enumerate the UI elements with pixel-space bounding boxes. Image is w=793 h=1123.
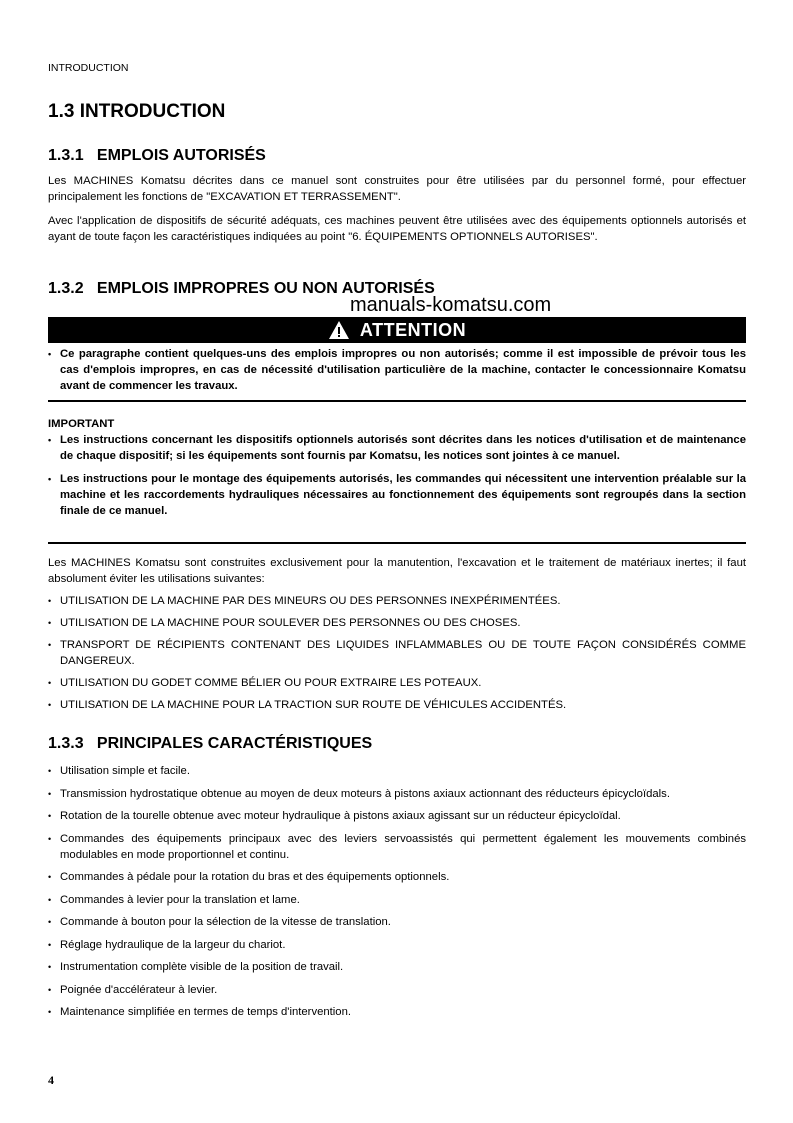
- subsection-title-1: 1.3.1 EMPLOIS AUTORISÉS: [48, 147, 266, 164]
- list-item: • Poignée d'accélérateur à levier.: [48, 982, 746, 998]
- section-title: 1.3 INTRODUCTION: [48, 101, 226, 122]
- paragraph: Les MACHINES Komatsu décrites dans ce manuel sont construites pour être utilisées par du personnel formé, pour effectuer principalement les fonctions de "EXCAVATION ET TERRASSEMENT".: [48, 175, 746, 203]
- list-item: • UTILISATION DE LA MACHINE PAR DES MINEURS OU DES PERSONNES INEXPÉRIMENTÉES.: [48, 593, 746, 609]
- divider: [48, 400, 746, 402]
- important-label: IMPORTANT: [48, 418, 115, 430]
- list-item: • Commandes des équipements principaux avec des leviers servoassistés qui permettent également les mouvements combinés modulables en mode proportionnel et continu.: [48, 831, 746, 863]
- important-item: • Les instructions concernant les dispositifs optionnels autorisés sont décrites dans les notices d'utilisation et de maintenance de chaque dispositif; si les équipements sont fournis par Komatsu, les notices sont jointes à ce manuel.: [48, 432, 746, 464]
- list-item: • Transmission hydrostatique obtenue au moyen de deux moteurs à pistons axiaux actionnant des réducteurs épicycloïdals.: [48, 786, 746, 802]
- divider: [48, 542, 746, 544]
- subsection-title-3: 1.3.3 PRINCIPALES CARACTÉRISTIQUES: [48, 735, 373, 752]
- list-item: • Commandes à pédale pour la rotation du bras et des équipements optionnels.: [48, 869, 746, 885]
- important-item: • Les instructions pour le montage des équipements autorisés, les commandes qui nécessitent une intervention préalable sur la machine et les raccordements hydrauliques nécessaires au fonctionnement des équipements sont regroupés dans la section finale de ce manuel.: [48, 471, 746, 519]
- list-item: • TRANSPORT DE RÉCIPIENTS CONTENANT DES LIQUIDES INFLAMMABLES OU DE TOUTE FAÇON CONSIDÉRÉS COMME DANGEREUX.: [48, 637, 746, 669]
- paragraph: Avec l'application de dispositifs de sécurité adéquats, ces machines peuvent être utilisées avec des équipements optionnels autorisés et ayant de toute façon les caractéristiques indiquées au point "6. ÉQUIPEMENTS OPTIONNELS AUTORISES".: [48, 215, 746, 243]
- list-item: • Utilisation simple et facile.: [48, 763, 746, 779]
- list-item: • UTILISATION DE LA MACHINE POUR SOULEVER DES PERSONNES OU DES CHOSES.: [48, 615, 746, 631]
- list-item: • Rotation de la tourelle obtenue avec moteur hydraulique à pistons axiaux agissant sur un réducteur épicycloïdal.: [48, 808, 746, 824]
- page-number: 4: [48, 1073, 54, 1087]
- watermark: manuals-komatsu.com: [350, 294, 552, 316]
- list-item: • Instrumentation complète visible de la position de travail.: [48, 959, 746, 975]
- list-item: • Réglage hydraulique de la largeur du chariot.: [48, 937, 746, 953]
- attention-banner: [48, 317, 746, 343]
- list-item: • UTILISATION DE LA MACHINE POUR LA TRACTION SUR ROUTE DE VÉHICULES ACCIDENTÉS.: [48, 697, 746, 713]
- running-header: INTRODUCTION: [48, 62, 129, 74]
- paragraph: Les MACHINES Komatsu sont construites exclusivement pour la manutention, l'excavation et le traitement de matériaux inertes; il faut absolument éviter les utilisations suivantes:: [48, 557, 746, 585]
- attention-text: • Ce paragraphe contient quelques-uns des emplois impropres ou non autorisés; comme il est impossible de prévoir tous les cas d'emplois impropres, en cas de nécessité d'utilisation particulière de la machine, contacter le concessionnaire Komatsu avant de commencer les travaux.: [48, 346, 746, 394]
- list-item: • Commande à bouton pour la sélection de la vitesse de translation.: [48, 914, 746, 930]
- list-item: • Maintenance simplifiée en termes de temps d'intervention.: [48, 1004, 746, 1020]
- subsection-title-2: 1.3.2 EMPLOIS IMPROPRES OU NON AUTORISÉS: [48, 280, 435, 297]
- list-item: • Commandes à levier pour la translation et lame.: [48, 892, 746, 908]
- list-item: • UTILISATION DU GODET COMME BÉLIER OU POUR EXTRAIRE LES POTEAUX.: [48, 675, 746, 691]
- attention-label: ATTENTION: [359, 319, 467, 340]
- warning-icon: [328, 320, 350, 340]
